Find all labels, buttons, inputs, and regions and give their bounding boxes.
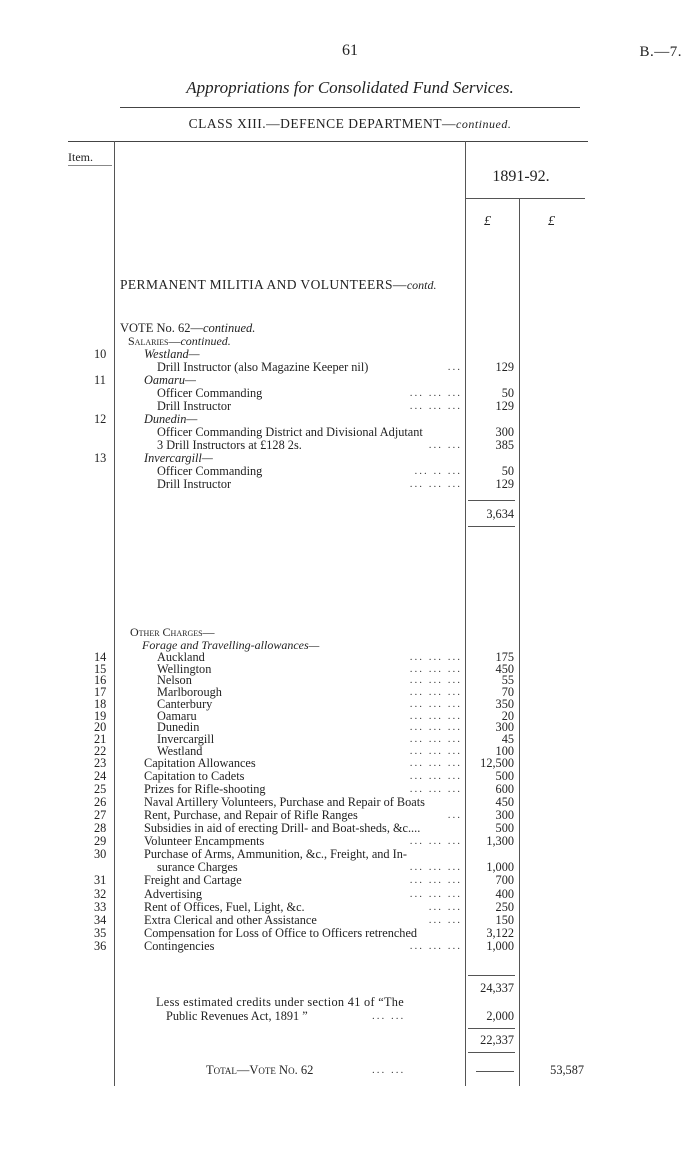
less-credits-line-1: Less estimated credits under section 41 of “The (156, 995, 405, 1009)
line-amount: 129 (495, 360, 514, 374)
currency-symbol-amount: £ (484, 214, 491, 229)
table-row (0, 387, 470, 400)
line-amount: 450 (495, 661, 514, 676)
line-amount: 55 (501, 673, 514, 688)
less-credits-amount: 2,000 (486, 1009, 514, 1023)
item-number: 26 (94, 794, 107, 809)
line-description: Drill Instructor (157, 399, 232, 413)
item-number: 34 (94, 912, 107, 927)
line-description: Westland (157, 743, 203, 758)
subtotal-amount: 24,337 (480, 981, 514, 995)
leader-dots: ... ... ... (409, 769, 462, 782)
item-number: 10 (94, 347, 107, 361)
item-number: 33 (94, 899, 107, 914)
line-description: Wellington (157, 661, 212, 676)
section-title: PERMANENT MILITIA AND VOLUNTEERS—contd. (120, 277, 437, 292)
line-description: Marlborough (157, 685, 222, 700)
line-description: Freight and Cartage (144, 873, 242, 888)
table-top-rule (68, 141, 588, 142)
line-amount: 45 (501, 731, 514, 746)
line-amount: 500 (495, 768, 514, 783)
leader-dots: ... ... ... (409, 782, 462, 795)
table-row (0, 835, 470, 848)
page-number: 61 (342, 42, 358, 59)
table-row (0, 927, 470, 940)
less-credits-dots: ... ... (372, 1010, 406, 1022)
table-row (0, 783, 470, 796)
item-number: 14 (94, 650, 107, 664)
line-description: Oamaru— (144, 373, 196, 387)
line-description: Oamaru (157, 708, 197, 723)
year-header-rule (465, 198, 585, 199)
leader-dots: ... ... ... (409, 835, 462, 848)
leader-dots: ... ... (428, 439, 462, 451)
net-rule (468, 1028, 515, 1029)
item-number: 21 (94, 731, 107, 746)
leader-dots: ... ... (428, 913, 462, 926)
line-amount: 1,000 (486, 938, 514, 953)
leader-dots: ... ... ... (409, 697, 462, 710)
line-amount: 1,000 (486, 860, 514, 875)
table-row (0, 914, 470, 927)
vote-title: VOTE No. 62—continued. (120, 321, 256, 335)
line-amount: 500 (495, 821, 514, 835)
leader-dots: ... ... ... (409, 874, 462, 887)
line-amount: 70 (501, 685, 514, 700)
item-column-header: Item. (68, 150, 93, 164)
leader-dots: ... ... (428, 900, 462, 913)
table-row (0, 848, 470, 861)
item-number: 17 (94, 685, 107, 700)
item-number: 29 (94, 834, 107, 849)
line-description: Naval Artillery Volunteers, Purchase and Repair of Boats (144, 794, 425, 809)
line-amount: 50 (501, 464, 514, 478)
line-amount: 300 (495, 720, 514, 735)
line-amount: 300 (495, 425, 514, 439)
line-amount: 100 (495, 743, 514, 758)
leader-dots: ... ... ... (409, 387, 462, 399)
table-row (0, 757, 470, 770)
table-row (0, 888, 470, 901)
title-rule (120, 107, 580, 108)
line-amount: 150 (495, 912, 514, 927)
less-credits-line-2: Public Revenues Act, 1891 ” (166, 1009, 308, 1023)
leader-dots: ... ... ... (409, 744, 462, 757)
leader-dots: ... ... ... (409, 674, 462, 687)
other-charges-heading: Other Charges— (130, 625, 215, 639)
leader-dots: ... ... ... (409, 400, 462, 412)
line-description: Capitation Allowances (144, 755, 256, 770)
item-number: 11 (94, 373, 106, 387)
leader-dots: ... ... ... (409, 887, 462, 900)
leader-dots: ... ... ... (409, 651, 462, 663)
line-amount: 450 (495, 794, 514, 809)
item-number: 12 (94, 412, 107, 426)
line-amount: 175 (495, 650, 514, 664)
line-description: Compensation for Loss of Office to Officers retrenched (144, 925, 418, 940)
line-amount: 250 (495, 899, 514, 914)
net-amount: 22,337 (480, 1033, 514, 1047)
leader-dots: ... ... ... (409, 709, 462, 722)
leader-dots: ... ... ... (409, 756, 462, 769)
line-description: Advertising (144, 886, 203, 901)
leader-dots: ... ... ... (409, 721, 462, 734)
line-description: Invercargill— (144, 451, 213, 465)
salaries-total: 3,634 (486, 507, 514, 521)
line-description: Prizes for Rifle-shooting (144, 781, 266, 796)
line-amount: 129 (495, 477, 514, 491)
line-description: Purchase of Arms, Ammunition, &c., Freight, and In- (144, 847, 407, 862)
leader-dots: ... ... ... (409, 478, 462, 490)
item-number: 19 (94, 708, 107, 723)
item-number: 15 (94, 661, 107, 676)
line-description: Dunedin (157, 720, 200, 735)
line-description: 3 Drill Instructors at £128 2s. (157, 438, 302, 452)
item-number: 18 (94, 696, 107, 711)
table-row (0, 361, 470, 374)
salaries-heading: Salaries—continued. (128, 334, 231, 348)
item-header-underline (68, 165, 112, 166)
line-description: Rent of Offices, Fuel, Light, &c. (144, 899, 305, 914)
leader-dots: ... ... ... (409, 939, 462, 952)
leader-dots: ... (447, 361, 462, 373)
table-row (0, 465, 470, 478)
line-description: surance Charges (157, 860, 238, 875)
line-description: Capitation to Cadets (144, 768, 245, 783)
salaries-total-underline (468, 526, 515, 527)
line-description: Subsidies in aid of erecting Drill- and Boat-sheds, &c.... (144, 821, 421, 835)
leader-dots: ... ... ... (409, 732, 462, 745)
item-number: 16 (94, 673, 107, 688)
item-number: 36 (94, 938, 107, 953)
table-row (0, 874, 470, 887)
line-description: Drill Instructor (157, 477, 232, 491)
item-number: 24 (94, 768, 107, 783)
line-description: Rent, Purchase, and Repair of Rifle Ranges (144, 807, 358, 822)
line-description: Volunteer Encampments (144, 834, 265, 849)
table-row (0, 822, 470, 835)
line-description: Dunedin— (144, 412, 198, 426)
leader-dots: ... .. ... (414, 465, 462, 477)
year-header: 1891-92. (492, 168, 550, 185)
leader-dots: ... (447, 808, 462, 821)
item-number: 31 (94, 873, 107, 888)
subtotal-rule (468, 975, 515, 976)
class-title: CLASS XIII.—DEFENCE DEPARTMENT—continued. (188, 116, 512, 131)
item-number: 27 (94, 807, 107, 822)
table-row (0, 796, 470, 809)
line-amount: 129 (495, 399, 514, 413)
line-description: Officer Commanding (157, 464, 263, 478)
line-description: Extra Clerical and other Assistance (144, 912, 317, 927)
line-description: Westland— (144, 347, 200, 361)
item-number: 23 (94, 755, 107, 770)
item-number: 25 (94, 781, 107, 796)
line-description: Officer Commanding District and Divisional Adjutant (157, 425, 423, 439)
line-description: Auckland (157, 650, 205, 664)
line-amount: 3,122 (486, 925, 514, 940)
total-column-divider (519, 198, 520, 1086)
line-amount: 700 (495, 873, 514, 888)
item-number: 22 (94, 743, 107, 758)
leader-dots: ... ... ... (409, 686, 462, 699)
leader-dots: ... ... ... (409, 861, 462, 874)
table-row (0, 439, 470, 452)
line-amount: 385 (495, 438, 514, 452)
table-row (0, 400, 470, 413)
line-description: Invercargill (157, 731, 215, 746)
line-amount: 350 (495, 696, 514, 711)
vote-total-amount: 53,587 (550, 1063, 584, 1077)
line-description: Nelson (157, 673, 192, 688)
table-row (0, 478, 470, 491)
vote-total-dash (476, 1071, 514, 1072)
item-number: 32 (94, 886, 107, 901)
leader-dots: ... ... ... (409, 662, 462, 675)
line-description: Officer Commanding (157, 386, 263, 400)
item-number: 28 (94, 821, 107, 835)
table-row (0, 861, 470, 874)
table-row (0, 901, 470, 914)
line-amount: 600 (495, 781, 514, 796)
document-reference: B.—7. (639, 44, 682, 60)
item-number: 13 (94, 451, 107, 465)
line-amount: 400 (495, 886, 514, 901)
line-amount: 1,300 (486, 834, 514, 849)
salaries-total-rule (468, 500, 515, 501)
line-description: Canterbury (157, 696, 213, 711)
item-number: 20 (94, 720, 107, 735)
item-number: 30 (94, 847, 107, 862)
table-row (0, 770, 470, 783)
page-title: Appropriations for Consolidated Fund Services. (186, 78, 514, 97)
table-row (0, 940, 470, 953)
forage-heading: Forage and Travelling-allowances— (142, 638, 320, 652)
line-amount: 300 (495, 807, 514, 822)
net-underline (468, 1052, 515, 1053)
line-amount: 20 (501, 708, 514, 723)
item-number: 35 (94, 925, 107, 940)
vote-total-dots: ... ... (372, 1064, 406, 1076)
line-description: Drill Instructor (also Magazine Keeper nil) (157, 360, 369, 374)
line-description: Contingencies (144, 938, 215, 953)
table-row (0, 809, 470, 822)
line-amount: 12,500 (480, 755, 514, 770)
currency-symbol-total: £ (548, 214, 555, 229)
line-amount: 50 (501, 386, 514, 400)
vote-total-label: Total—Vote No. 62 (206, 1063, 314, 1077)
